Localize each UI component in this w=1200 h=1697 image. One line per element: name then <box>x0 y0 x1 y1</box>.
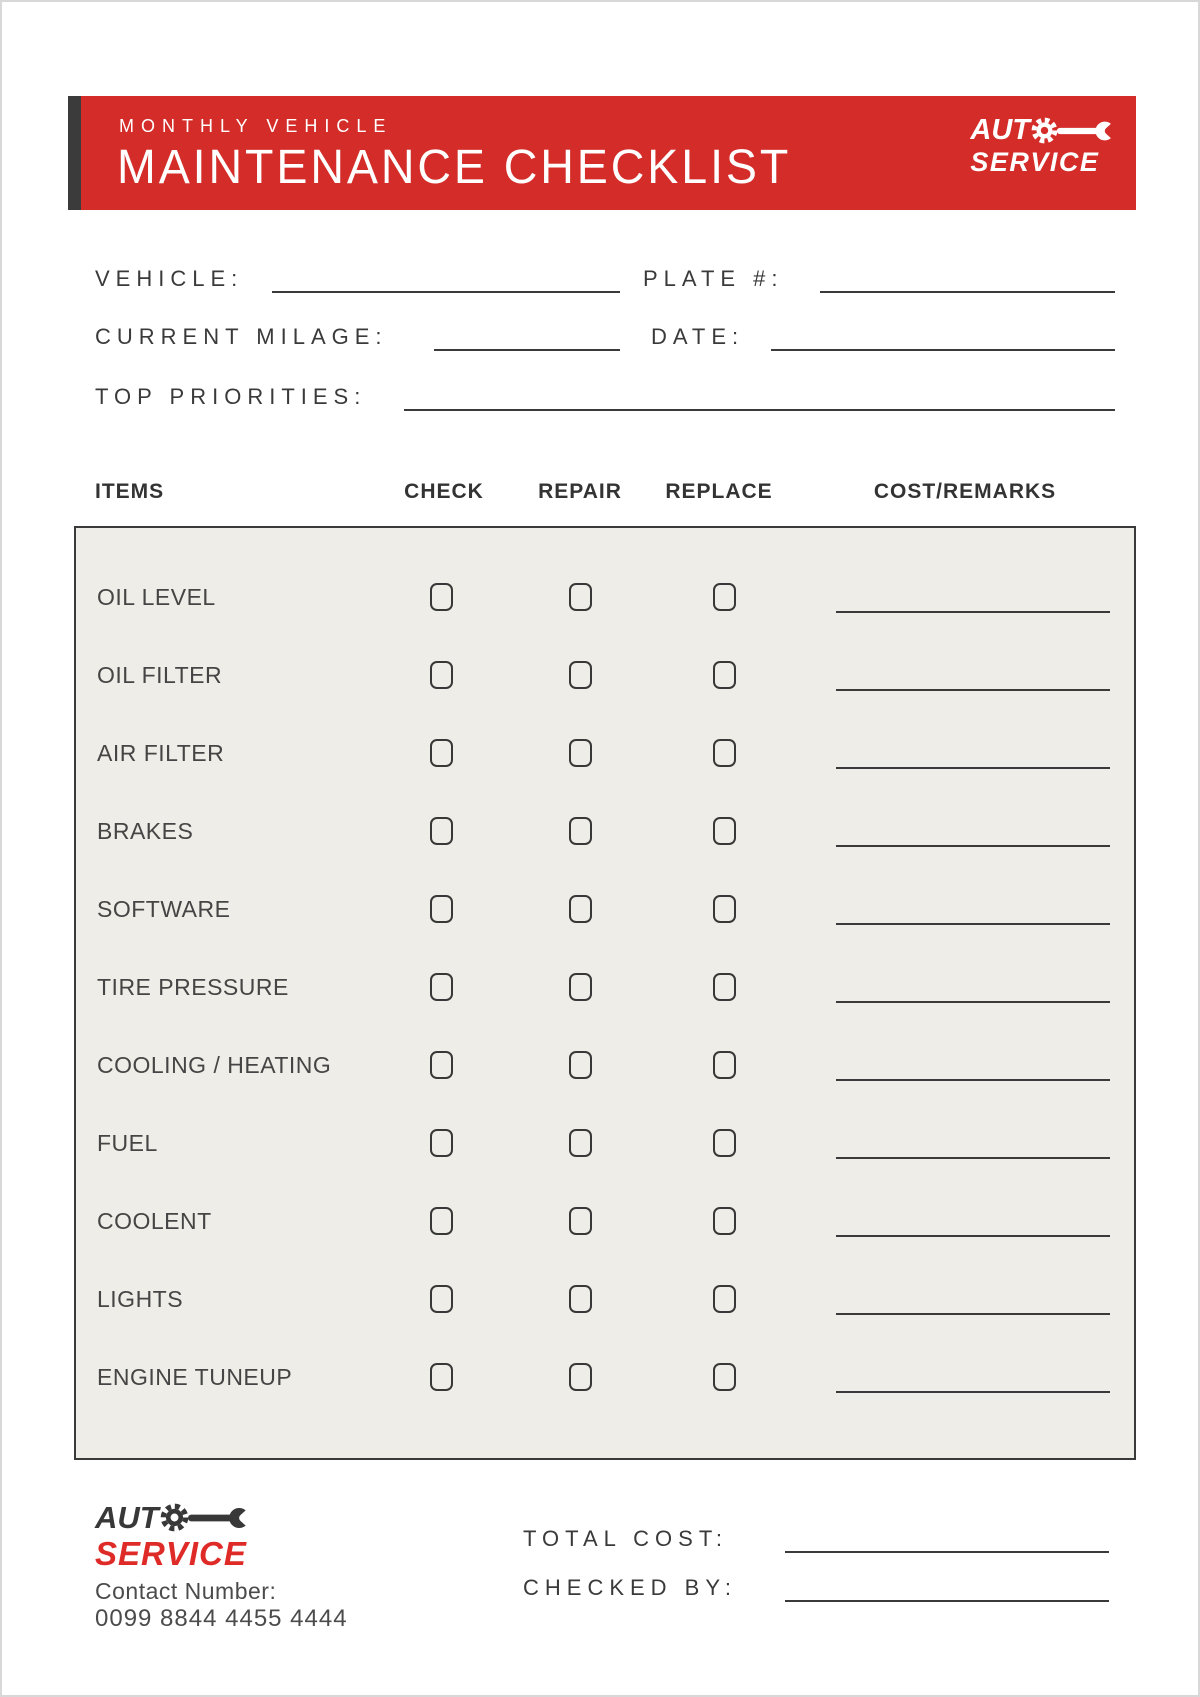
check-checkbox[interactable] <box>430 1363 453 1391</box>
item-label: AIR FILTER <box>97 740 225 766</box>
checked-by-label: CHECKED BY: <box>523 1575 737 1600</box>
item-label: ENGINE TUNEUP <box>97 1364 293 1390</box>
table-row <box>76 1182 1134 1260</box>
check-checkbox[interactable] <box>430 1051 453 1079</box>
item-label: TIRE PRESSURE <box>97 974 289 1000</box>
total-cost-input-line[interactable] <box>785 1551 1109 1553</box>
repair-checkbox[interactable] <box>569 973 592 1001</box>
logo-top-row <box>95 1502 249 1533</box>
logo-service-text: SERVICE <box>970 147 1100 177</box>
wrench-icon <box>187 1506 249 1530</box>
cost-remarks-line[interactable] <box>836 767 1110 769</box>
auto-service-logo-footer <box>95 1502 249 1570</box>
item-label: OIL FILTER <box>97 662 223 688</box>
total-cost-label: TOTAL COST: <box>523 1526 728 1551</box>
table-row <box>76 714 1134 792</box>
vehicle-label: VEHICLE: <box>95 266 244 291</box>
cost-remarks-line[interactable] <box>836 1391 1110 1393</box>
replace-checkbox[interactable] <box>713 661 736 689</box>
checklist-table <box>74 526 1136 1460</box>
replace-checkbox[interactable] <box>713 1051 736 1079</box>
wrench-icon <box>1056 120 1114 142</box>
column-header-repair: REPAIR <box>538 480 622 503</box>
priorities-input-line[interactable] <box>404 409 1115 411</box>
table-row <box>76 1338 1134 1416</box>
replace-checkbox[interactable] <box>713 817 736 845</box>
checked-by-input-line[interactable] <box>785 1600 1109 1602</box>
repair-checkbox[interactable] <box>569 1129 592 1157</box>
header-banner <box>81 96 1136 210</box>
item-label: COOLENT <box>97 1208 212 1234</box>
item-label: OIL LEVEL <box>97 584 216 610</box>
cost-remarks-line[interactable] <box>836 689 1110 691</box>
table-row <box>76 792 1134 870</box>
cost-remarks-line[interactable] <box>836 1235 1110 1237</box>
auto-service-logo-header <box>970 116 1114 176</box>
repair-checkbox[interactable] <box>569 583 592 611</box>
cost-remarks-line[interactable] <box>836 1001 1110 1003</box>
repair-checkbox[interactable] <box>569 1285 592 1313</box>
table-row <box>76 870 1134 948</box>
check-checkbox[interactable] <box>430 739 453 767</box>
table-row <box>76 1104 1134 1182</box>
repair-checkbox[interactable] <box>569 817 592 845</box>
logo-auto-text: AUT <box>95 1500 159 1535</box>
item-label: FUEL <box>97 1130 158 1156</box>
replace-checkbox[interactable] <box>713 583 736 611</box>
replace-checkbox[interactable] <box>713 973 736 1001</box>
cost-remarks-line[interactable] <box>836 845 1110 847</box>
contact-number-label: Contact Number: <box>95 1578 277 1604</box>
check-checkbox[interactable] <box>430 1285 453 1313</box>
item-label: BRAKES <box>97 818 194 844</box>
table-row <box>76 948 1134 1026</box>
check-checkbox[interactable] <box>430 583 453 611</box>
cost-remarks-line[interactable] <box>836 1157 1110 1159</box>
replace-checkbox[interactable] <box>713 739 736 767</box>
gear-icon <box>1031 117 1058 144</box>
check-checkbox[interactable] <box>430 817 453 845</box>
repair-checkbox[interactable] <box>569 739 592 767</box>
column-header-check: CHECK <box>404 480 484 503</box>
table-row <box>76 1260 1134 1338</box>
milage-input-line[interactable] <box>434 349 620 351</box>
logo-top-row <box>970 116 1114 145</box>
check-checkbox[interactable] <box>430 973 453 1001</box>
item-label: LIGHTS <box>97 1286 184 1312</box>
cost-remarks-line[interactable] <box>836 1079 1110 1081</box>
gear-icon <box>160 1503 189 1532</box>
table-row <box>76 558 1134 636</box>
check-checkbox[interactable] <box>430 661 453 689</box>
plate-input-line[interactable] <box>820 291 1115 293</box>
table-row <box>76 636 1134 714</box>
banner-subtitle: MONTHLY VEHICLE <box>119 116 393 136</box>
logo-auto-text: AUT <box>970 114 1030 146</box>
vehicle-input-line[interactable] <box>272 291 620 293</box>
logo-service-text: SERVICE <box>95 1535 247 1572</box>
check-checkbox[interactable] <box>430 1207 453 1235</box>
cost-remarks-line[interactable] <box>836 611 1110 613</box>
repair-checkbox[interactable] <box>569 1207 592 1235</box>
item-label: COOLING / HEATING <box>97 1052 332 1078</box>
contact-number-value: 0099 8844 4455 4444 <box>95 1605 348 1632</box>
check-checkbox[interactable] <box>430 895 453 923</box>
replace-checkbox[interactable] <box>713 1285 736 1313</box>
replace-checkbox[interactable] <box>713 1129 736 1157</box>
milage-label: CURRENT MILAGE: <box>95 324 388 349</box>
column-header-items: ITEMS <box>95 480 165 503</box>
page-title: MAINTENANCE CHECKLIST <box>117 141 792 194</box>
replace-checkbox[interactable] <box>713 1207 736 1235</box>
table-row <box>76 1026 1134 1104</box>
repair-checkbox[interactable] <box>569 661 592 689</box>
replace-checkbox[interactable] <box>713 1363 736 1391</box>
date-label: DATE: <box>651 324 745 349</box>
plate-label: PLATE #: <box>643 266 784 291</box>
repair-checkbox[interactable] <box>569 1363 592 1391</box>
replace-checkbox[interactable] <box>713 895 736 923</box>
banner-left-accent-bar <box>68 96 81 210</box>
priorities-label: TOP PRIORITIES: <box>95 384 367 409</box>
repair-checkbox[interactable] <box>569 1051 592 1079</box>
repair-checkbox[interactable] <box>569 895 592 923</box>
item-label: SOFTWARE <box>97 896 231 922</box>
cost-remarks-line[interactable] <box>836 1313 1110 1315</box>
cost-remarks-line[interactable] <box>836 923 1110 925</box>
date-input-line[interactable] <box>771 349 1115 351</box>
column-header-cost: COST/REMARKS <box>873 480 1057 503</box>
column-header-replace: REPLACE <box>665 480 773 503</box>
check-checkbox[interactable] <box>430 1129 453 1157</box>
